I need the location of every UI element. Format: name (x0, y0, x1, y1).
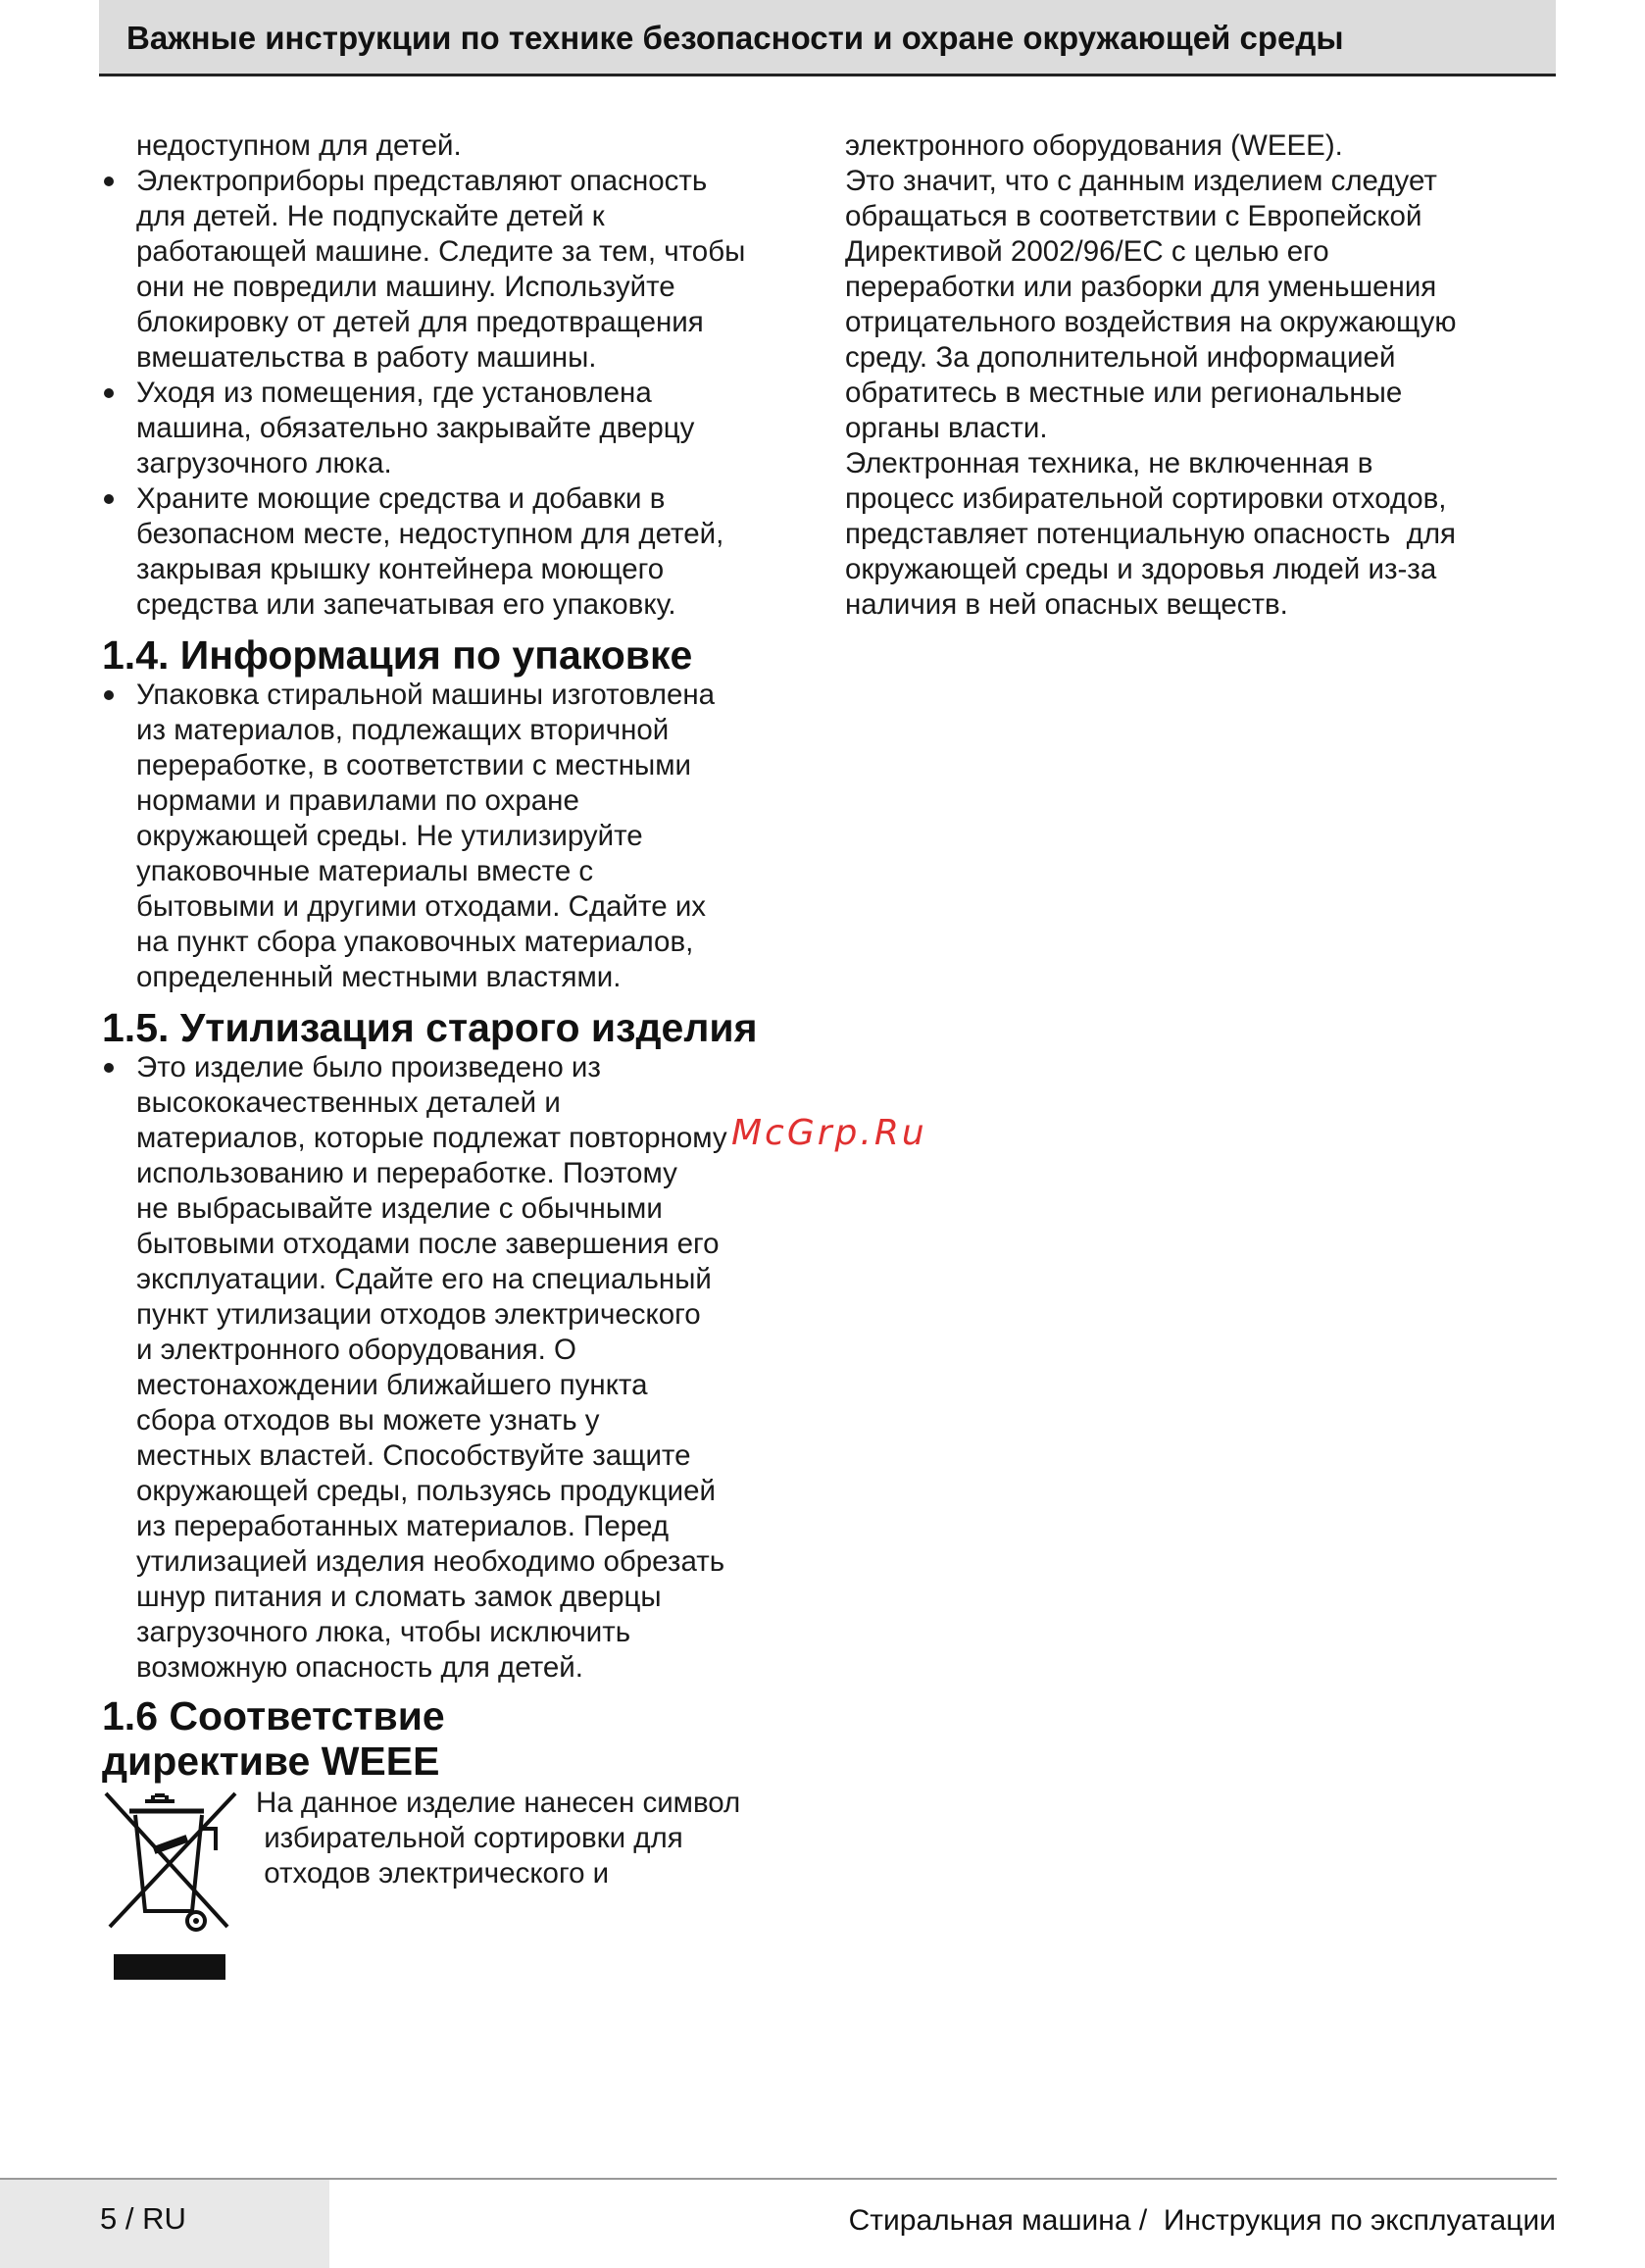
bullet-item-close-door: Уходя из помещения, где установлена машина, обязательно закрывайте дверцу загрузочного люка. (102, 376, 808, 481)
text-line: процесс избирательной сортировки отходов, (845, 482, 1447, 515)
text-line: окружающей среды и здоровья людей из-за (845, 553, 1437, 585)
page-number: 5 / RU (100, 2201, 186, 2236)
text-line: органы власти. (845, 412, 1048, 444)
right-column (845, 128, 1551, 623)
text-line: среду. За дополнительной информацией (845, 341, 1396, 374)
text-line: Электронная техника, не включенная в (845, 447, 1373, 479)
text-line: Это значит, что с данным изделием следует (845, 165, 1437, 197)
text-line: обратитесь в местные или региональные (845, 377, 1403, 409)
footer-document-title: Стиральная машина / Инструкция по эксплуатации (848, 2204, 1556, 2237)
bullet-item-disposal: Это изделие было произведено из высококачественных деталей и материалов, которые подлежат повторному использованию и переработке. Поэтому не выбрасывайте изделие с обычными бытовыми отходами после завершения его эксплуатации. Сдайте его на специальный пункт утилизации отходов электрического и электронного оборудования. О местонахождении ближайшего пункта сбора отходов вы можете узнать у местных властей. Способствуйте защите окружающей среды, пользуясь продукцией из переработанных материалов. Перед утилизацией изделия необходимо обрезать шнур питания и сломать замок дверцы загрузочного люка, чтобы исключить возможную опасность для детей. (102, 1050, 808, 1686)
text-line: представляет потенциальную опасность для (845, 518, 1457, 550)
text-line: обращаться в соответствии с Европейской (845, 200, 1422, 232)
text-line: переработки или разборки для уменьшения (845, 271, 1437, 303)
page-header (99, 0, 1556, 76)
header-title: Важные инструкции по технике безопасности и охране окружающей среды (126, 20, 1344, 56)
text-line: Директивой 2002/96/ЕС с целью его (845, 235, 1329, 268)
text-line: электронного оборудования (WEEE). (845, 129, 1343, 162)
continuation-line: недоступном для детей. (136, 129, 462, 162)
text-line: наличия в ней опасных веществ. (845, 588, 1288, 621)
packaging-bullet-list (102, 678, 808, 995)
disposal-bullet-list (102, 1050, 808, 1686)
section-heading-weee: 1.6 Соответствие директиве WEEE (102, 1693, 445, 1784)
crossed-out-wheelie-bin-icon (102, 1789, 241, 1982)
text-line: отрицательного воздействия на окружающую (845, 306, 1457, 338)
bullet-item-packaging: Упаковка стиральной машины изготовлена из материалов, подлежащих вторичной переработке, в соответствии с местными нормами и правилами по охране окружающей среды. Не утилизируйте упаковочные материалы вместе с бытовыми и другими отходами. Сдайте их на пункт сбора упаковочных материалов, определенный местными властями. (102, 678, 808, 995)
safety-bullet-list (102, 164, 808, 623)
watermark: McGrp.Ru (731, 1113, 927, 1153)
left-column (102, 128, 808, 1982)
weee-text: На данное изделие нанесен символ избирательной сортировки для отходов электрического и (256, 1787, 741, 1890)
bullet-item-children-danger: Электроприборы представляют опасность для детей. Не подпускайте детей к работающей машине. Следите за тем, чтобы они не повредили машину. Используйте блокировку от детей для предотвращения вмешательства в работу машины. (102, 164, 808, 376)
section-heading-disposal: 1.5. Утилизация старого изделия (102, 1005, 758, 1050)
weee-block (102, 1786, 808, 1982)
section-heading-packaging: 1.4. Информация по упаковке (102, 632, 693, 678)
footer-page-box (0, 2180, 329, 2268)
bullet-item-detergents: Храните моющие средства и добавки в безопасном месте, недоступном для детей, закрывая крышку контейнера моющего средства или запечатывая его упаковку. (102, 481, 808, 623)
